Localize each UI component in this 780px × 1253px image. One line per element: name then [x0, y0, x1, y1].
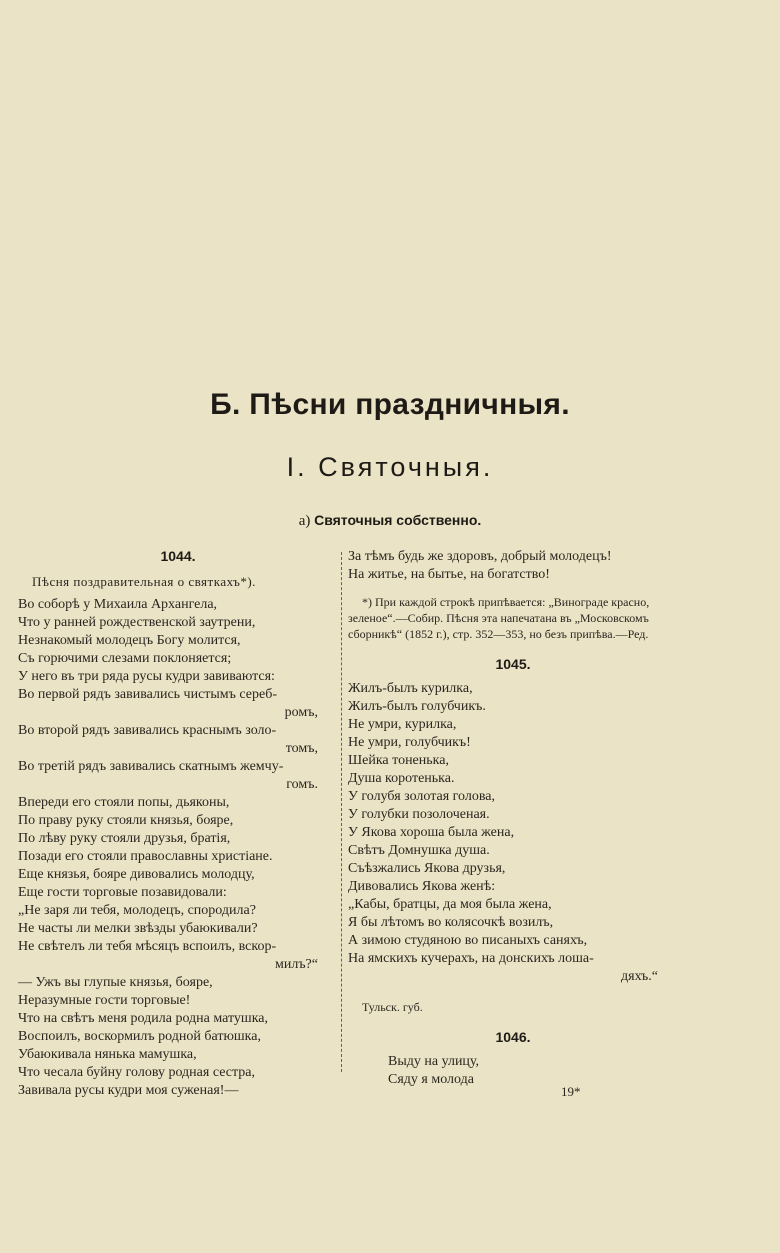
right-column — [348, 548, 678, 1089]
song-1044-continuation — [348, 548, 678, 584]
verse-line: На житье, на бытье, на богатство! — [348, 567, 550, 582]
verse-line: А зимою студяною во писаныхъ саняхъ, — [348, 933, 588, 948]
verse-line: Свѣтъ Домнушка душа. — [348, 843, 490, 858]
left-column — [18, 548, 338, 1100]
verse-line-continuation: ромъ, — [284, 705, 318, 720]
part-title: Б. Пѣсни праздничныя. — [210, 388, 570, 421]
section-title: I. Святочныя. — [286, 452, 494, 482]
verse-line: — Ужъ вы глупые князья, бояре, — [18, 975, 213, 990]
verse-line: Незнакомый молодецъ Богу молится, — [18, 633, 241, 648]
page-number: 19* — [561, 1084, 581, 1099]
subsection-title — [0, 512, 780, 530]
footnote: *) При каждой строкѣ припѣвается: „Винограде красно, зеленое“.—Собир. Пѣсня эта напечатана въ „Московскомъ сборникѣ“ (1852 г.), стр. 352—353, но безъ припѣва.—Ред. — [348, 595, 650, 641]
verse-line: Я бы лѣтомъ во колясочкѣ возилъ, — [348, 915, 554, 930]
verse-line: Шейка тоненька, — [348, 753, 449, 768]
verse-line: Во соборѣ у Михаила Архангела, — [18, 597, 218, 612]
verse-line-continuation: милъ?“ — [274, 957, 318, 972]
verse-line-continuation: томъ, — [285, 741, 318, 756]
verse-line: Во второй рядъ завивались краснымъ золо- — [18, 723, 277, 738]
song-1044-verse — [18, 596, 338, 1100]
verse-line: Не умри, голубчикъ! — [348, 735, 471, 750]
verse-line: Сяду я молода — [388, 1072, 474, 1087]
subsection-name: Святочныя собственно. — [314, 512, 482, 528]
verse-line: Дивовались Якова женѣ: — [348, 879, 496, 894]
verse-line: „Кабы, братцы, да моя была жена, — [348, 897, 552, 912]
song-1046-verse — [348, 1053, 678, 1089]
verse-line: Съ горючими слезами поклоняется; — [18, 651, 232, 666]
song-1045-verse — [348, 680, 678, 986]
verse-line: По лѣву руку стояли друзья, братія, — [18, 831, 231, 846]
verse-line: На ямскихъ кучерахъ, на донскихъ лоша- — [348, 951, 594, 966]
song-number-1044: 1044. — [160, 548, 196, 564]
song-number-1046: 1046. — [495, 1029, 531, 1045]
verse-line: У него въ три ряда русы кудри завиваются: — [18, 669, 275, 684]
verse-line: Душа коротенька. — [348, 771, 455, 786]
verse-line-continuation: гомъ. — [286, 777, 318, 792]
verse-line: Что чесала буйну голову родная сестра, — [18, 1065, 255, 1080]
verse-line-continuation: дяхъ.“ — [621, 969, 658, 984]
verse-line: У Якова хороша была жена, — [348, 825, 515, 840]
verse-line: За тѣмъ будь же здоровъ, добрый молодецъ! — [348, 549, 612, 564]
verse-line: Завивала русы кудри моя суженая!— — [18, 1083, 239, 1098]
song-number-1045: 1045. — [495, 656, 531, 672]
verse-line: Неразумные гости торговые! — [18, 993, 191, 1008]
verse-line: Не свѣтелъ ли тебя мѣсяцъ вспоилъ, вскор- — [18, 939, 277, 954]
verse-line: Позади его стояли православны христіане. — [18, 849, 273, 864]
verse-line: Выду на улицу, — [388, 1054, 480, 1069]
verse-line: По праву руку стояли князья, бояре, — [18, 813, 234, 828]
verse-line: Еще князья, бояре дивовались молодцу, — [18, 867, 255, 882]
verse-line: Во третій рядъ завивались скатнымъ жемчу- — [18, 759, 284, 774]
verse-line: Жилъ-былъ голубчикъ. — [348, 699, 486, 714]
verse-line: У голубя золотая голова, — [348, 789, 495, 804]
verse-line: Впереди его стояли попы, дьяконы, — [18, 795, 230, 810]
verse-line: Воспоилъ, воскормилъ родной батюшка, — [18, 1029, 261, 1044]
song-heading-1044: Пѣсня поздравительная о святкахъ*). — [32, 574, 256, 589]
verse-line: Еще гости торговые позавидовали: — [18, 885, 227, 900]
subsection-prefix: а) — [298, 513, 311, 529]
verse-line: У голубки позолоченая. — [348, 807, 490, 822]
verse-line: Убаюкивала нянька мамушка, — [18, 1047, 197, 1062]
verse-line: „Не заря ли тебя, молодецъ, спородила? — [18, 903, 256, 918]
column-divider — [341, 552, 342, 1072]
verse-line: Не часты ли мелки звѣзды убаюкивали? — [18, 921, 258, 936]
verse-line: Съѣзжались Якова друзья, — [348, 861, 506, 876]
verse-line: Во первой рядъ завивались чистымъ сереб- — [18, 687, 278, 702]
verse-line: Что на свѣтъ меня родила родна матушка, — [18, 1011, 268, 1026]
verse-line: Не умри, курилка, — [348, 717, 457, 732]
source-note: Тульск. губ. — [362, 1000, 423, 1014]
verse-line: Что у ранней рождественской заутрени, — [18, 615, 256, 630]
verse-line: Жилъ-былъ курилка, — [348, 681, 473, 696]
